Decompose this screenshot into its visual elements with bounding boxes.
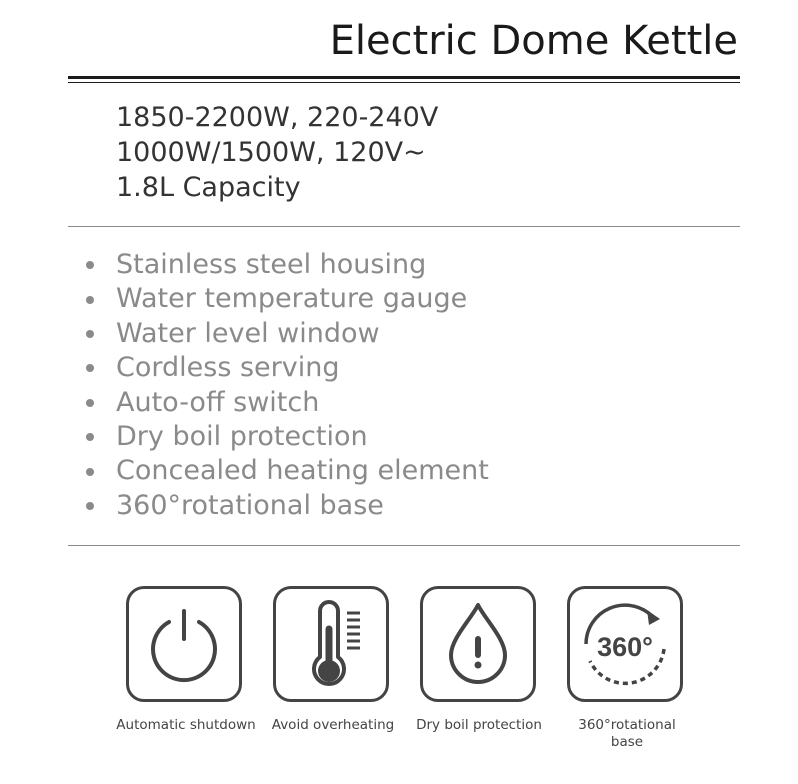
dry-boil-protection-badge (420, 586, 536, 702)
feature-item (86, 317, 489, 351)
avoid-overheating-badge (273, 586, 389, 702)
bullet-icon (86, 468, 94, 476)
feature-item (86, 489, 489, 523)
bullet-icon (86, 502, 94, 510)
feature-item (86, 351, 489, 385)
divider-top (68, 226, 740, 227)
feature-label: Stainless steel housing (116, 249, 427, 280)
rotation-360-icon (570, 589, 680, 699)
feature-label: 360°rotational base (116, 489, 384, 521)
spec-list (116, 100, 438, 205)
feature-item (86, 386, 489, 420)
feature-label: Water temperature gauge (116, 283, 468, 315)
divider-bottom (68, 545, 740, 546)
caption-automatic-shutdown: Automatic shutdown (116, 717, 256, 733)
feature-label: Dry boil protection (116, 420, 368, 452)
caption-line: 360°rotational (578, 717, 676, 733)
power-icon (129, 589, 239, 699)
title-rule-thick (68, 76, 740, 79)
caption-avoid-overheating: Avoid overheating (271, 717, 395, 733)
spec-capacity: 1.8L Capacity (116, 172, 301, 203)
feature-item (86, 282, 489, 316)
bullet-icon (86, 364, 94, 372)
feature-label: Water level window (116, 317, 380, 349)
thermometer-icon (276, 589, 386, 699)
spec-power-low: 1000W/1500W, 120V~ (116, 137, 426, 168)
badge-360-text: 360° (597, 632, 653, 662)
title-rule-thin (68, 82, 740, 83)
caption-line: base (610, 734, 644, 750)
feature-item (86, 248, 489, 282)
spec-power-high: 1850-2200W, 220-240V (116, 102, 439, 133)
bullet-icon (86, 433, 94, 441)
feature-item (86, 420, 489, 454)
feature-item (86, 454, 489, 488)
feature-label: Auto-off switch (116, 386, 320, 418)
bullet-icon (86, 296, 94, 304)
caption-rotational-base (557, 717, 697, 751)
feature-label: Concealed heating element (116, 455, 489, 487)
feature-list (86, 248, 489, 523)
automatic-shutdown-badge (126, 586, 242, 702)
rotational-base-badge (567, 586, 683, 702)
bullet-icon (86, 261, 94, 269)
bullet-icon (86, 399, 94, 407)
caption-dry-boil-protection: Dry boil protection (416, 717, 542, 733)
feature-label: Cordless serving (116, 352, 340, 384)
bullet-icon (86, 330, 94, 338)
page-title: Electric Dome Kettle (329, 18, 738, 64)
water-drop-warning-icon (423, 589, 533, 699)
